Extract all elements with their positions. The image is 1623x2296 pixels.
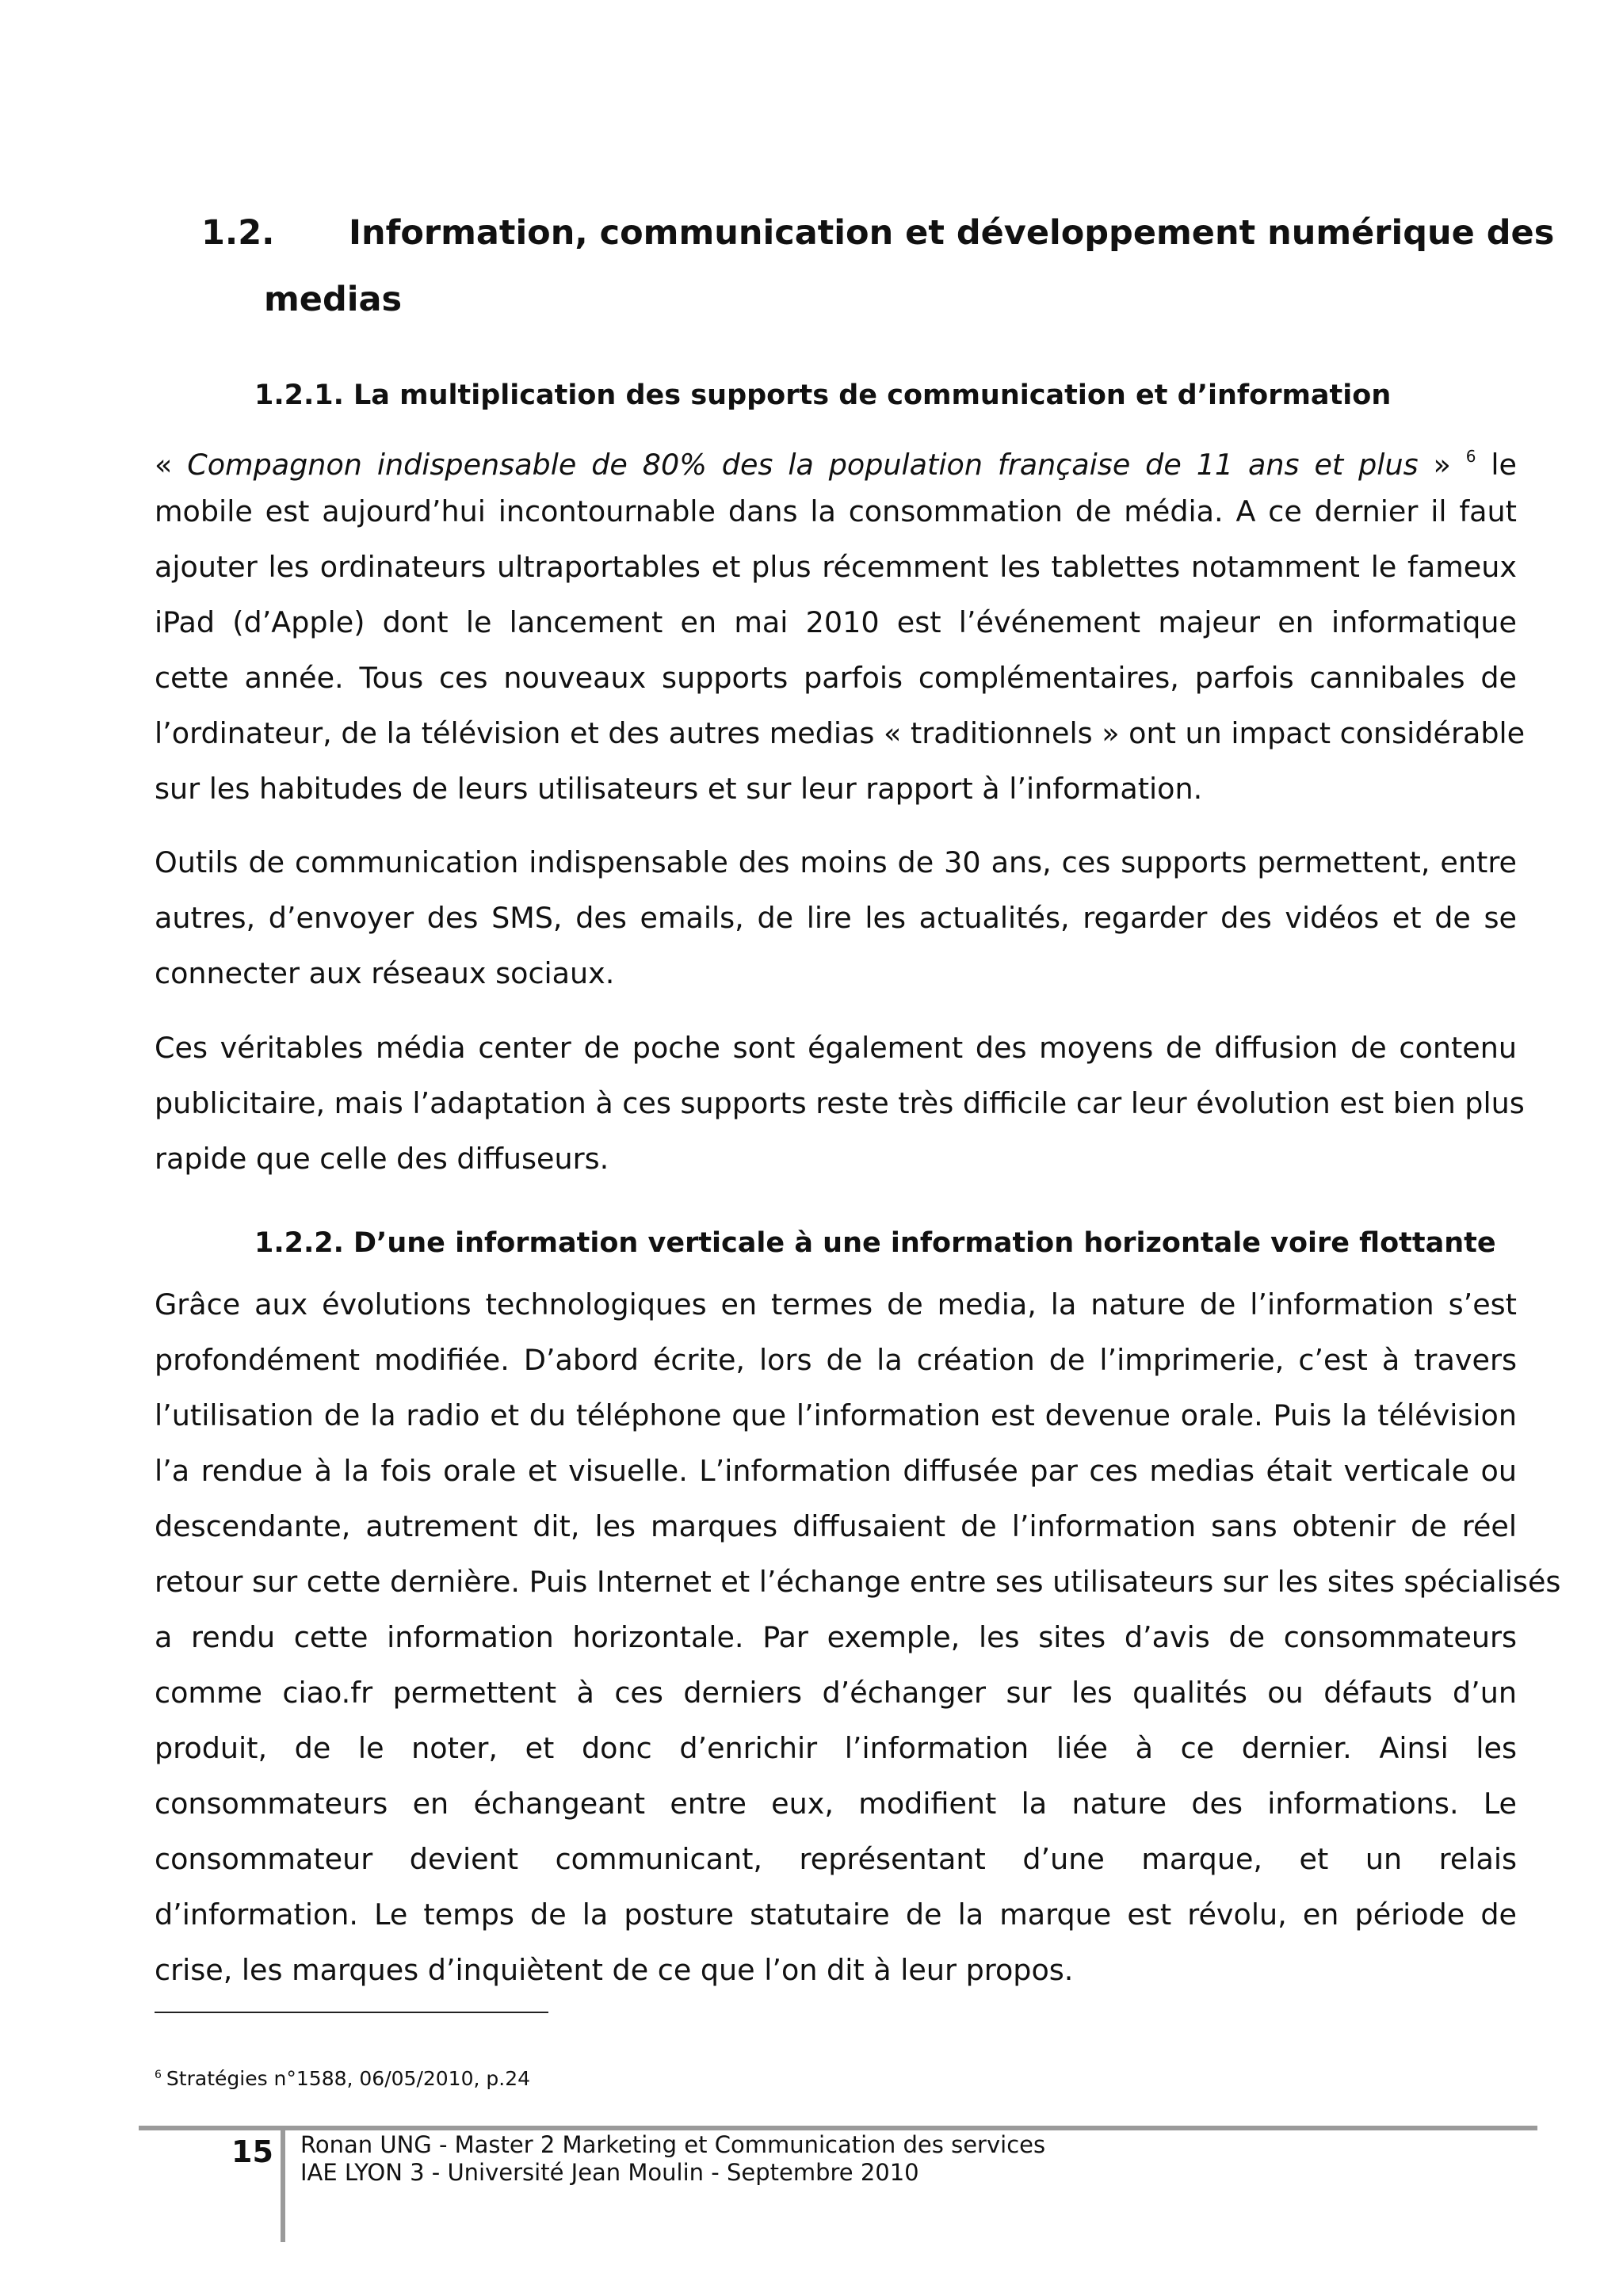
section-title-line2: medias [264,280,403,319]
section-heading-1-2 [201,200,1555,266]
paragraph-line: consommateur devient communicant, représentant d’une marque, et un relais [155,1842,1517,1876]
paragraph-line: descendante, autrement dit, les marques diffusaient de l’information sans obtenir de réel [155,1509,1517,1543]
paragraph-line: retour sur cette dernière. Puis Internet et l’échange entre ses utilisateurs sur les sites spécialisés [155,1565,1561,1599]
paragraph-line: l’utilisation de la radio et du téléphone que l’information est devenue orale. Puis la télévision [155,1398,1517,1432]
footnote-reference[interactable]: 6 [1465,447,1476,466]
paragraph-media-center [155,1020,1525,1187]
paragraph-line: a rendu cette information horizontale. Par exemple, les sites d’avis de consommateurs [155,1620,1517,1654]
subsection-number: 1.2.2. [254,1227,344,1259]
quote-close: » [1418,448,1466,482]
paragraph-line: Ces véritables média center de poche sont également des moyens de diffusion de contenu [155,1031,1517,1065]
paragraph-line: mobile est aujourd’hui incontournable dans la consommation de média. A ce dernier il faut [155,494,1517,528]
subsection-title: La multiplication des supports de communication et d’information [353,379,1392,411]
paragraph-line: l’a rendue à la fois orale et visuelle. L’information diffusée par ces medias était verticale ou [155,1454,1517,1488]
footnote-text: Stratégies n°1588, 06/05/2010, p.24 [166,2067,531,2090]
paragraph-line [155,429,1517,484]
paragraph-line: rapide que celle des diffuseurs. [155,1142,609,1176]
subsection-heading-1-2-2 [254,1224,1496,1262]
paragraph-line: Outils de communication indispensable des moins de 30 ans, ces supports permettent, entre [155,845,1517,879]
subsection-title: D’une information verticale à une information horizontale voire flottante [353,1227,1496,1259]
paragraph-line: autres, d’envoyer des SMS, des emails, de lire les actualités, regarder des vidéos et de se [155,901,1517,935]
section-number: 1.2. [201,213,275,253]
page-number: 15 [231,2134,273,2169]
paragraph-line: crise, les marques d’inquiètent de ce que l’on dit à leur propos. [155,1953,1074,1987]
subsection-heading-1-2-1 [254,376,1391,414]
line-end: le [1476,448,1517,482]
quote-text: Compagnon indispensable de 80% des la population française de 11 ans et plus [187,448,1419,482]
paragraph-line: d’information. Le temps de la posture statutaire de la marque est révolu, en période de [155,1897,1517,1932]
section-title-line1: Information, communication et développement numérique des [349,213,1555,253]
subsection-number: 1.2.1. [254,379,344,411]
paragraph-line: produit, de le noter, et donc d’enrichir l’information liée à ce dernier. Ainsi les [155,1731,1517,1765]
paragraph-line: connecter aux réseaux sociaux. [155,956,615,990]
paragraph-line: sur les habitudes de leurs utilisateurs et sur leur rapport à l’information. [155,772,1203,806]
paragraph-line: consommateurs en échangeant entre eux, modifient la nature des informations. Le [155,1787,1517,1821]
paragraph-line: ajouter les ordinateurs ultraportables et plus récemment les tablettes notamment le fameux [155,550,1517,584]
paragraph-line: Grâce aux évolutions technologiques en termes de media, la nature de l’information s’est [155,1287,1517,1322]
paragraph-line: publicitaire, mais l’adaptation à ces supports reste très difficile car leur évolution est bien plus [155,1086,1525,1120]
footer-institution-line: IAE LYON 3 - Université Jean Moulin - Septembre 2010 [300,2159,919,2186]
footer-vertical-rule [281,2126,285,2242]
footnote [155,2061,530,2092]
paragraph-line: profondément modifiée. D’abord écrite, lors de la création de l’imprimerie, c’est à travers [155,1343,1517,1377]
footnote-mark: 6 [155,2069,162,2081]
paragraph-line: cette année. Tous ces nouveaux supports parfois complémentaires, parfois cannibales de [155,661,1517,695]
paragraph-line: comme ciao.fr permettent à ces derniers d’échanger sur les qualités ou défauts d’un [155,1676,1517,1710]
footnote-separator [155,2012,548,2013]
paragraph-tools [155,835,1517,1001]
paragraph-line: iPad (d’Apple) dont le lancement en mai 2010 est l’événement majeur en informatique [155,605,1517,639]
paragraph-information-nature [155,1277,1561,1998]
paragraph-mobile [155,429,1526,817]
quote-open: « [155,448,188,482]
footer-author-line: Ronan UNG - Master 2 Marketing et Communication des services [300,2131,1046,2158]
paragraph-line: l’ordinateur, de la télévision et des autres medias « traditionnels » ont un impact considérable [155,716,1526,750]
